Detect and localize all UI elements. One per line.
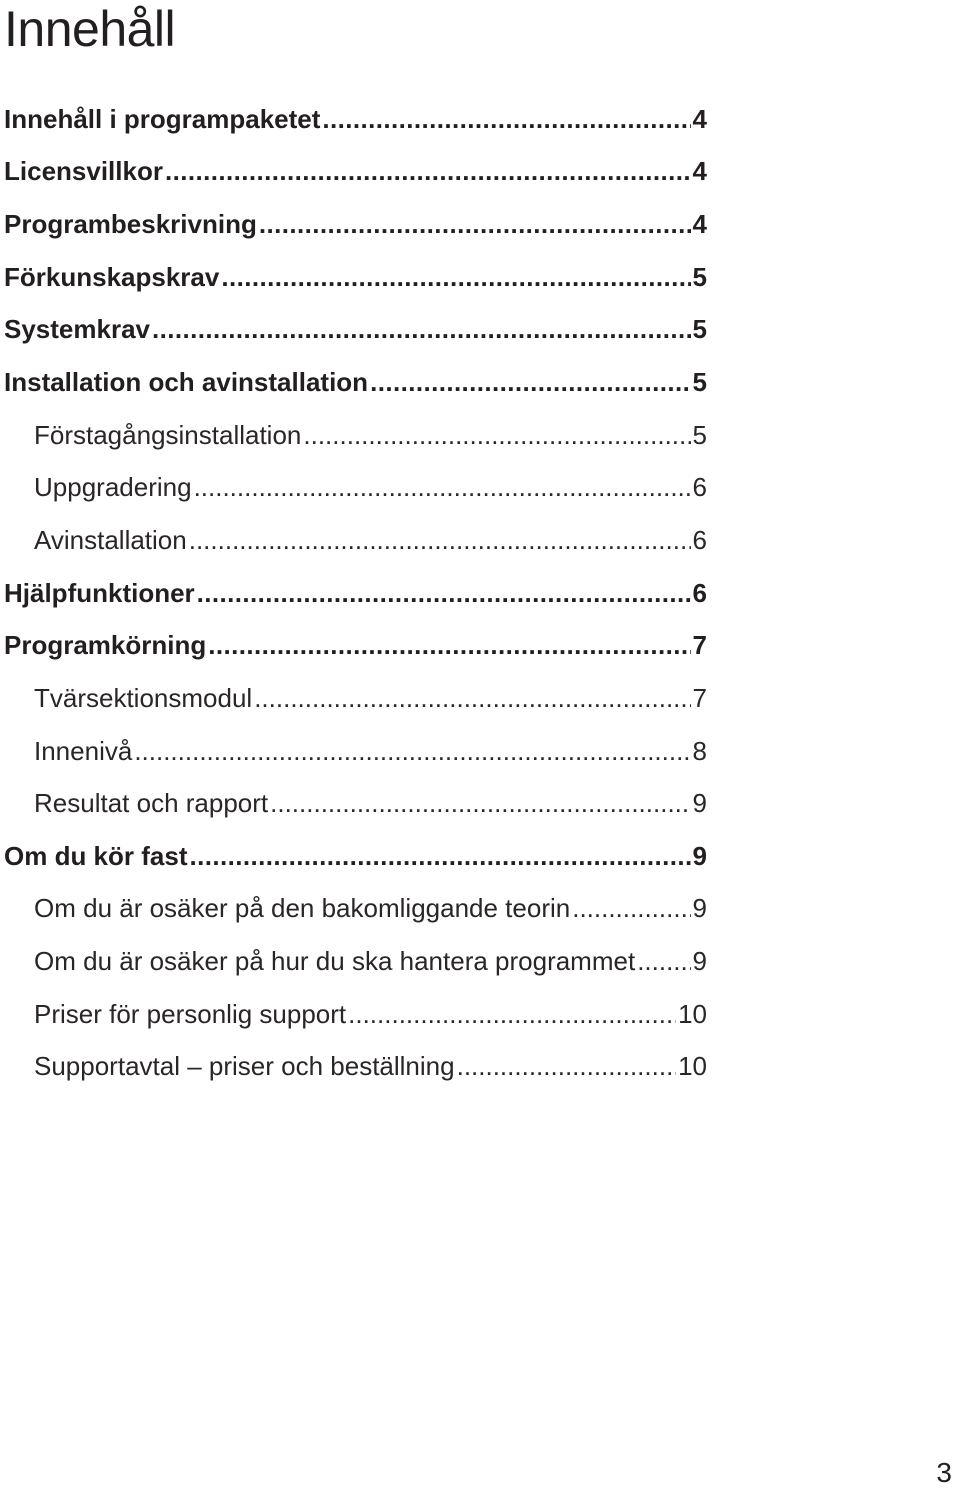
toc-dot-leader — [189, 525, 691, 556]
toc-entry-label: Om du är osäker på den bakomliggande teorin — [34, 893, 571, 924]
toc-dot-leader — [221, 262, 690, 293]
toc-dot-leader — [572, 893, 690, 924]
toc-dot-leader — [189, 841, 690, 872]
toc-entry-page: 6 — [692, 577, 707, 608]
toc-entry[interactable] — [0, 93, 707, 146]
toc-dot-leader — [303, 420, 690, 451]
toc-entry-page: 5 — [692, 367, 707, 398]
toc-entry[interactable] — [0, 356, 707, 409]
toc-entry-label: Systemkrav — [4, 314, 150, 345]
toc-subentry[interactable] — [0, 725, 707, 778]
toc-entry-page: 9 — [692, 788, 707, 819]
toc-entry-page: 9 — [692, 840, 707, 871]
toc-entry-label: Priser för personlig support — [34, 998, 347, 1029]
toc-dot-leader — [348, 999, 676, 1030]
toc-entry-label: Om du är osäker på hur du ska hantera programmet — [34, 946, 636, 977]
toc-entry-label: Programbeskrivning — [4, 209, 257, 240]
toc-entry-page: 7 — [692, 682, 707, 713]
toc-entry-page: 6 — [692, 472, 707, 503]
toc-dot-leader — [197, 578, 691, 609]
toc-dot-leader — [637, 946, 690, 977]
toc-entry-page: 4 — [692, 156, 707, 187]
page-title: Innehåll — [4, 1, 176, 57]
toc-entry-label: Licensvillkor — [4, 156, 163, 187]
toc-entry[interactable] — [0, 198, 707, 251]
toc-entry-page: 9 — [692, 893, 707, 924]
toc-entry-page: 4 — [692, 209, 707, 240]
toc-subentry[interactable] — [0, 988, 707, 1041]
toc-dot-leader — [254, 683, 690, 714]
toc-dot-leader — [152, 314, 691, 345]
toc-entry[interactable] — [0, 251, 707, 304]
toc-entry[interactable] — [0, 619, 707, 672]
toc-entry[interactable] — [0, 830, 707, 883]
toc-entry-label: Innenivå — [34, 735, 133, 766]
toc-entry-page: 7 — [692, 630, 707, 661]
toc-entry-label: Förkunskapskrav — [4, 261, 220, 292]
toc-dot-leader — [322, 104, 690, 135]
toc-subentry[interactable] — [0, 514, 707, 567]
toc-entry-page: 10 — [678, 1051, 707, 1082]
toc-entry-page: 6 — [692, 524, 707, 555]
toc-dot-leader — [208, 630, 690, 661]
toc-entry-label: Installation och avinstallation — [4, 367, 369, 398]
toc-entry-label: Avinstallation — [34, 524, 187, 555]
toc-entry[interactable] — [0, 304, 707, 357]
table-of-contents — [0, 93, 707, 1093]
toc-dot-leader — [194, 472, 691, 503]
toc-entry-page: 4 — [692, 103, 707, 134]
toc-dot-leader — [259, 209, 691, 240]
toc-dot-leader — [165, 156, 691, 187]
toc-entry-page: 5 — [692, 261, 707, 292]
page-number: 3 — [936, 1457, 952, 1488]
toc-dot-leader — [270, 788, 690, 819]
toc-entry-label: Förstagångsinstallation — [34, 419, 302, 450]
toc-entry-label: Hjälpfunktioner — [4, 577, 195, 608]
toc-subentry[interactable] — [0, 672, 707, 725]
toc-dot-leader — [370, 367, 690, 398]
toc-entry-page: 10 — [678, 998, 707, 1029]
toc-subentry[interactable] — [0, 883, 707, 936]
toc-entry-label: Supportavtal – priser och beställning — [34, 1051, 455, 1082]
toc-subentry[interactable] — [0, 777, 707, 830]
toc-entry-label: Om du kör fast — [4, 840, 188, 871]
toc-subentry[interactable] — [0, 1041, 707, 1094]
toc-dot-leader — [134, 736, 690, 767]
toc-entry-label: Tvärsektionsmodul — [34, 682, 253, 713]
toc-dot-leader — [457, 1051, 676, 1082]
toc-entry[interactable] — [0, 567, 707, 620]
toc-subentry[interactable] — [0, 409, 707, 462]
toc-entry-label: Programkörning — [4, 630, 207, 661]
toc-entry-label: Innehåll i programpaketet — [4, 103, 321, 134]
toc-entry-label: Resultat och rapport — [34, 788, 269, 819]
toc-subentry[interactable] — [0, 935, 707, 988]
toc-entry-page: 5 — [692, 314, 707, 345]
toc-entry-label: Uppgradering — [34, 472, 192, 503]
toc-entry-page: 5 — [692, 419, 707, 450]
toc-subentry[interactable] — [0, 461, 707, 514]
toc-entry-page: 8 — [692, 735, 707, 766]
toc-entry-page: 9 — [692, 946, 707, 977]
toc-entry[interactable] — [0, 146, 707, 199]
